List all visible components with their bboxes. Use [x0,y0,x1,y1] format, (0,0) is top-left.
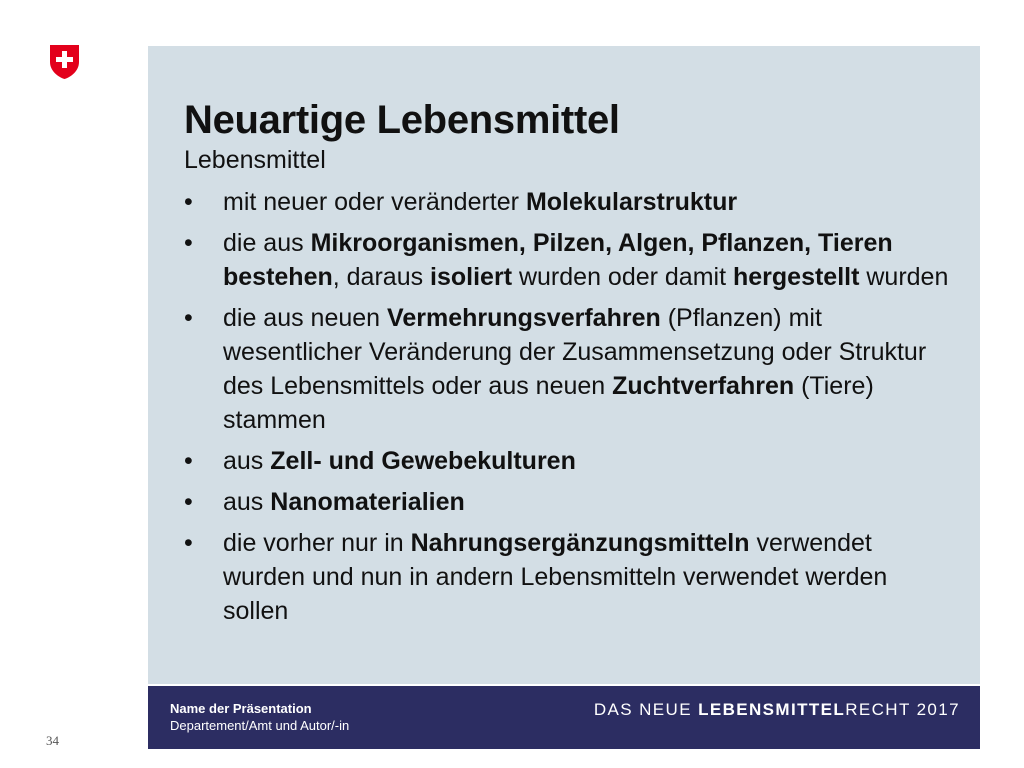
footer-presentation-name: Name der Präsentation [170,701,312,716]
footer-brand-highlight: LEBENSMITTEL [698,700,846,719]
bullet-text: (Pflanzen) mit wesentlicher Veränderung der Zusammensetzung oder Struktur des Lebensmittels oder aus neuen [223,304,927,400]
bullet-text: wurden [859,263,949,291]
bullet-text-bold: isoliert [430,263,513,291]
bullet-text-bold: Nahrungsergänzungsmitteln [410,529,750,557]
bullet-text: aus [223,488,271,516]
footer-brand [594,700,960,720]
bullet-text-bold: Molekularstruktur [525,188,738,216]
bullet-marker: • [184,447,193,475]
bullet-marker: • [184,488,193,516]
bullet-text-bold: Zell- und Gewebekulturen [270,447,576,475]
bullet-list [184,185,954,635]
bullet-item [184,301,954,437]
footer-brand-suffix: RECHT 2017 [845,700,960,719]
bullet-text: verwendet wurden und nun in andern Lebensmitteln verwendet werden sollen [223,529,888,625]
bullet-item [184,226,954,294]
bullet-text-bold: Vermehrungsverfahren [387,304,661,332]
bullet-text: mit neuer oder veränderter [223,188,526,216]
bullet-text: die vorher nur in [223,529,411,557]
bullet-item [184,444,954,478]
content-panel [148,46,980,684]
footer-department: Departement/Amt und Autor/-in [170,718,350,733]
bullet-text-bold: hergestellt [732,263,860,291]
bullet-text: die aus neuen [223,304,388,332]
bullet-text-bold: Nanomaterialien [270,488,465,516]
bullet-text: (Tiere) stammen [223,372,874,434]
bullet-text: , daraus [332,263,431,291]
bullet-item [184,526,954,628]
bullet-marker: • [184,229,193,257]
swiss-cross-shield-icon [49,44,80,80]
bullet-text: aus [223,447,271,475]
bullet-marker: • [184,304,193,332]
bullet-text-bold: Mikroorganismen, Pilzen, Algen, Pflanzen, Tieren bestehen [223,229,893,291]
bullet-marker: • [184,188,193,216]
bullet-text: die aus [223,229,311,257]
footer-bar [148,686,980,749]
bullet-marker: • [184,529,193,557]
bullet-text-bold: Zuchtverfahren [612,372,795,400]
bullet-item [184,485,954,519]
bullet-item [184,185,954,219]
page-number: 34 [46,733,59,748]
slide-title: Neuartige Lebensmittel [184,98,620,142]
slide-subtitle: Lebensmittel [184,146,326,174]
footer-brand-prefix: DAS NEUE [593,700,699,719]
bullet-text: wurden oder damit [512,263,733,291]
